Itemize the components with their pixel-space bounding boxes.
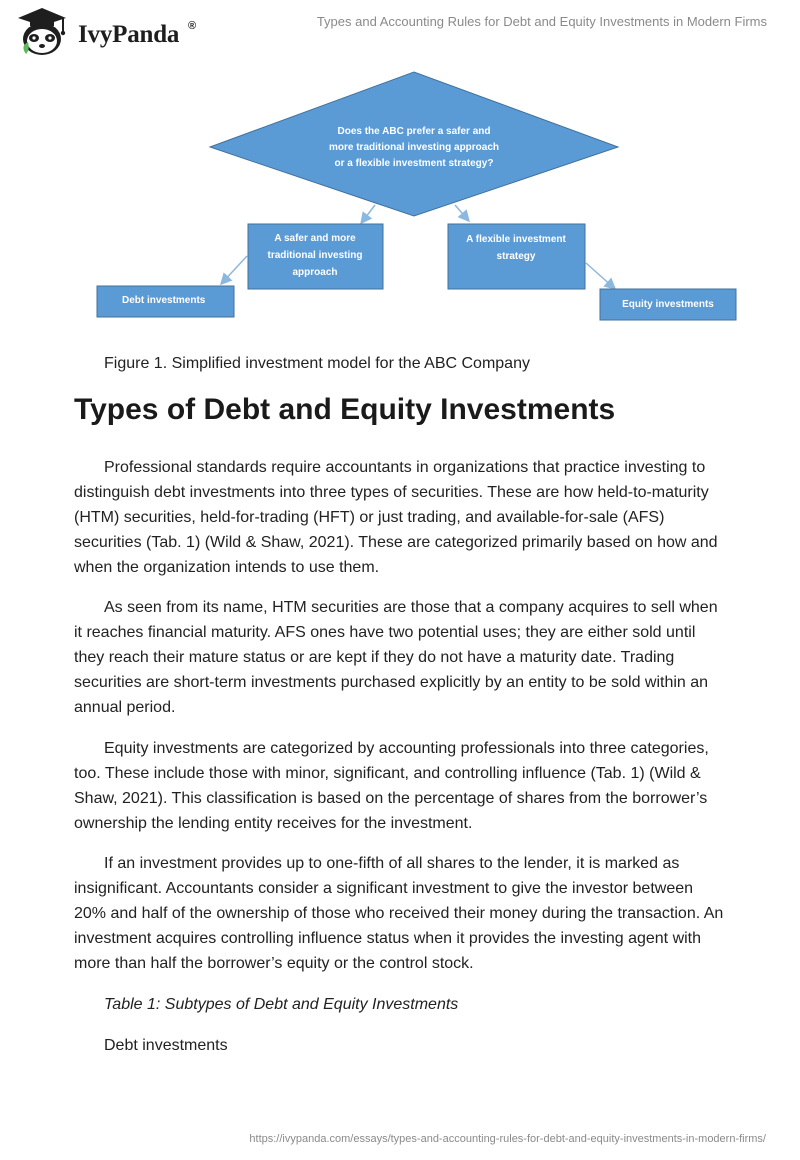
investment-flowchart — [0, 60, 800, 350]
registered-mark: ® — [188, 20, 197, 32]
page-header — [0, 0, 800, 60]
equity-investments-label: Equity investments — [622, 299, 714, 310]
paragraph: If an investment provides up to one-fifth of all shares to the lender, it is marked as insignificant. Accountants consider a significant investment to give the investor between 20% and half of the ownership of those who received their money during the transaction. An investment acquires controlling influence status when it provides the investing agent with more than half the borrower’s equity or the control stock. — [74, 855, 724, 972]
decision-text-line-2: more traditional investing approach — [328, 142, 500, 153]
figure-caption: Figure 1. Simplified investment model for the ABC Company — [104, 355, 530, 372]
decision-text-line-3: or a flexible investment strategy? — [334, 158, 494, 169]
safe-option-line-3: approach — [292, 267, 338, 278]
flexible-option-line-1: A flexible investment — [466, 234, 566, 245]
ivypanda-logo[interactable] — [12, 6, 212, 58]
decision-text-line-1: Does the ABC prefer a safer and — [337, 126, 491, 137]
arrow-to-equity — [586, 263, 614, 288]
table-first-label: Debt investments — [104, 1037, 228, 1054]
paragraph: Professional standards require accountants in organizations that practice investing to distinguish debt investments into three types of securities. These are how held-to-maturity (HTM) securities, held-for-trading (HFT) or just trading, and available-for-sale (AFS) securities (Tab. 1) (Wild & Shaw, 2021). These are categorized primarily based on how and when the organization intends to use them. — [74, 459, 718, 576]
debt-investments-label: Debt investments — [122, 295, 206, 306]
table-caption: Table 1: Subtypes of Debt and Equity Investments — [104, 996, 459, 1013]
section-heading: Types of Debt and Equity Investments — [74, 393, 616, 426]
arrow-to-debt — [222, 256, 247, 283]
paragraph: As seen from its name, HTM securities are those that a company acquires to sell when it reaches financial maturity. AFS ones have two potential uses; they are either sold until they reach their mature status or are kept if they do not have a maturity date. Trading securities are short-term investments purchased explicitly by an entity to be sold within an annual period. — [74, 599, 718, 716]
source-url[interactable]: https://ivypanda.com/essays/types-and-accounting-rules-for-debt-and-equity-investments-in-modern-firms/ — [249, 1133, 766, 1145]
flexible-option-line-2: strategy — [496, 251, 536, 262]
brand-name: IvyPanda — [78, 21, 180, 48]
panda-mascot-icon — [12, 6, 72, 58]
safe-option-line-2: traditional investing — [267, 250, 363, 261]
arrow-to-safe-option — [362, 205, 375, 222]
document-title: Types and Accounting Rules for Debt and Equity Investments in Modern Firms — [316, 14, 767, 29]
paragraph: Equity investments are categorized by accounting professionals into three categories, too. These include those with minor, significant, and controlling influence (Tab. 1) (Wild & Shaw, 2021). This classification is based on the percentage of shares from the borrower’s ownership the lending entity receives for the investment. — [74, 740, 709, 832]
arrow-to-flexible-option — [455, 205, 468, 220]
safe-option-line-1: A safer and more — [274, 233, 356, 244]
